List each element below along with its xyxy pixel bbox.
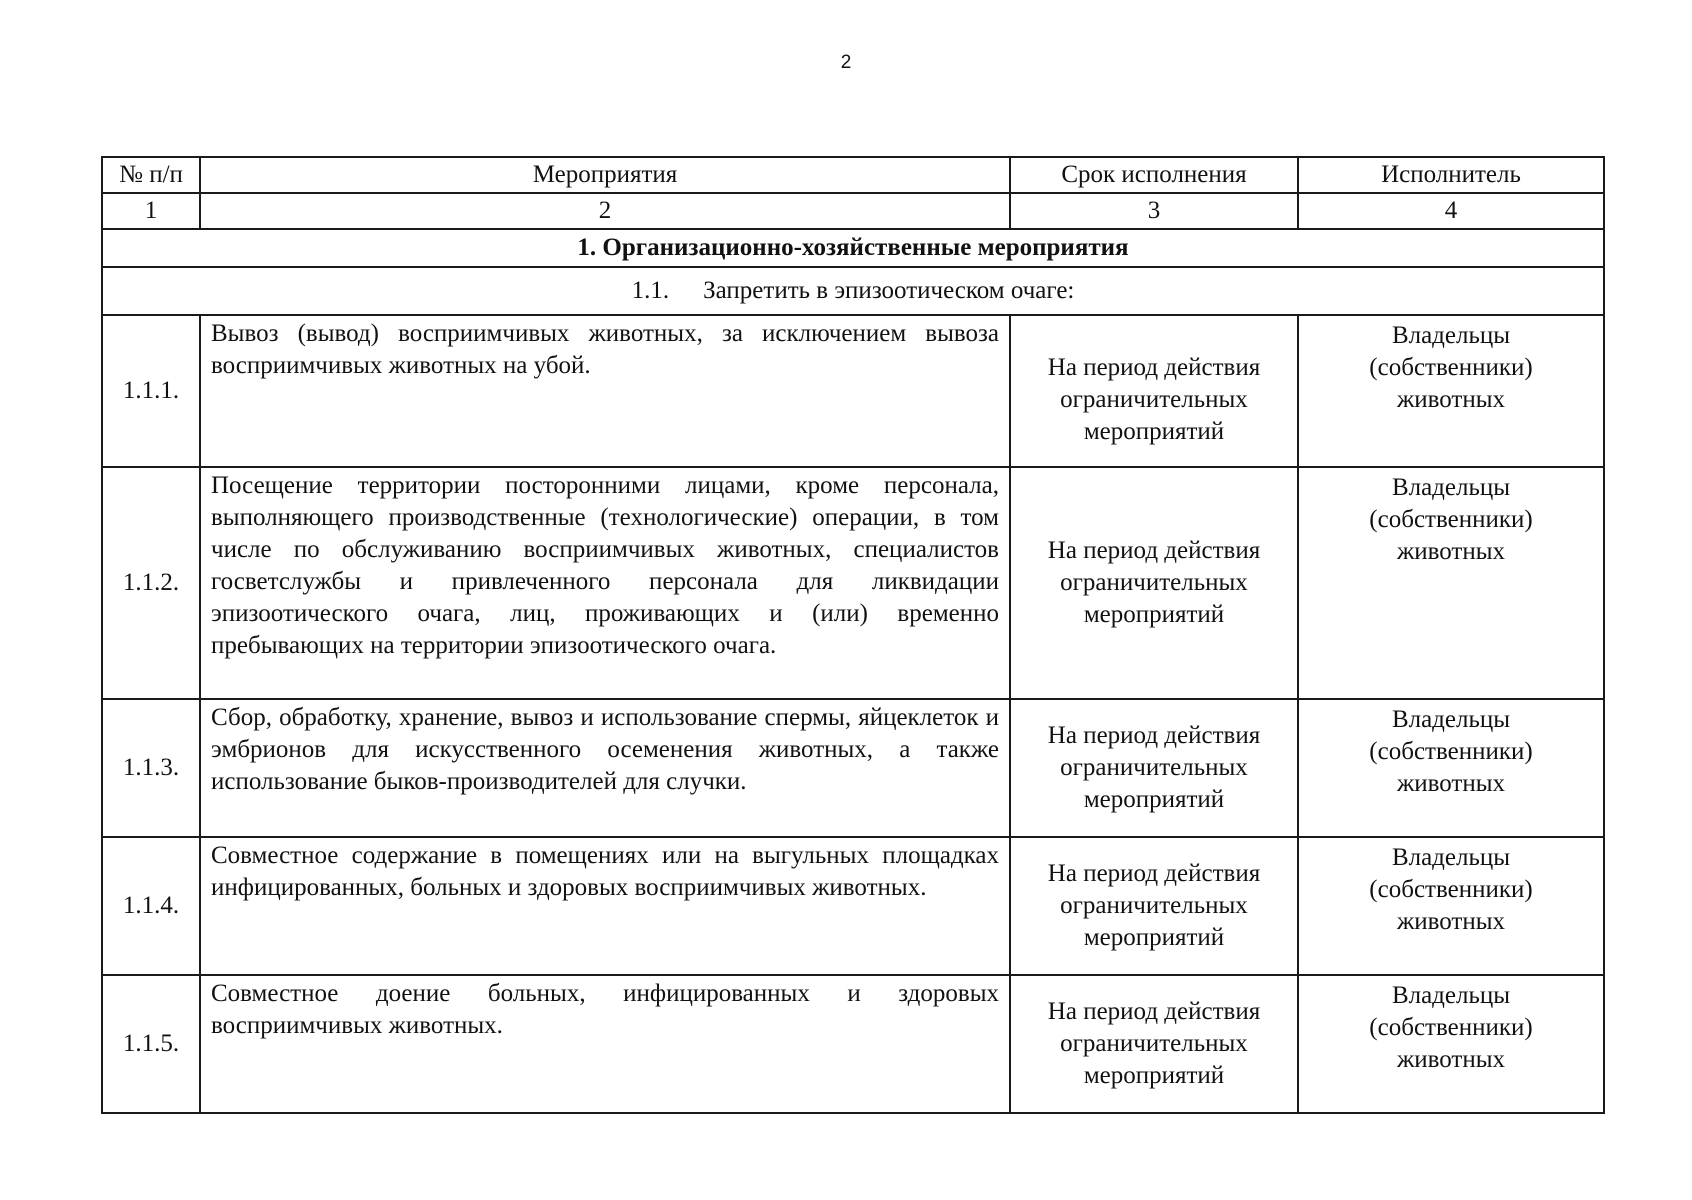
executor-line: (собственники) <box>1369 1014 1533 1041</box>
term-line: мероприятий <box>1083 418 1225 445</box>
header-number: № п/п <box>102 157 200 193</box>
term-line: На период действия <box>1047 537 1261 564</box>
executor-line: животных <box>1396 538 1506 565</box>
row-number: 1.1.3. <box>102 699 200 837</box>
page-number: 2 <box>840 52 852 73</box>
executor-line: животных <box>1396 1046 1506 1073</box>
term-line: На период действия <box>1047 722 1261 749</box>
executor-cell <box>1298 315 1604 467</box>
term-line: На период действия <box>1047 998 1261 1025</box>
executor-line: Владельцы <box>1391 706 1511 733</box>
term-line: мероприятий <box>1083 1062 1225 1089</box>
executor-line: животных <box>1396 908 1506 935</box>
term-line: На период действия <box>1047 860 1261 887</box>
term-line: мероприятий <box>1083 786 1225 813</box>
executor-cell <box>1298 975 1604 1113</box>
executor-line: (собственники) <box>1369 506 1533 533</box>
executor-line: Владельцы <box>1391 322 1511 349</box>
term-line: мероприятий <box>1083 924 1225 951</box>
column-number: 3 <box>1010 193 1298 229</box>
table-row <box>102 467 1604 699</box>
term-line: На период действия <box>1047 354 1261 381</box>
table-row <box>102 975 1604 1113</box>
header-measures: Мероприятия <box>200 157 1010 193</box>
measure-text: Совместное содержание в помещениях или на выгульных площадках инфицированных, больных и здоровых восприимчивых животных. <box>200 837 1010 975</box>
section-row <box>102 229 1604 267</box>
executor-cell <box>1298 467 1604 699</box>
executor-line: животных <box>1396 770 1506 797</box>
row-number: 1.1.5. <box>102 975 200 1113</box>
row-number: 1.1.1. <box>102 315 200 467</box>
table-header-row <box>102 157 1604 193</box>
table-row <box>102 837 1604 975</box>
section-title: 1. Организационно-хозяйственные мероприятия <box>102 229 1604 267</box>
term-line: ограничительных <box>1060 1030 1248 1057</box>
executor-line: Владельцы <box>1391 844 1511 871</box>
term-line: мероприятий <box>1083 601 1225 628</box>
column-numbers-row <box>102 193 1604 229</box>
row-number: 1.1.2. <box>102 467 200 699</box>
subsection-text: Запретить в эпизоотическом очаге: <box>703 277 1075 304</box>
row-number: 1.1.4. <box>102 837 200 975</box>
term-cell <box>1010 467 1298 699</box>
table-row <box>102 699 1604 837</box>
term-line: ограничительных <box>1060 892 1248 919</box>
column-number: 4 <box>1298 193 1604 229</box>
term-cell <box>1010 699 1298 837</box>
column-number: 2 <box>200 193 1010 229</box>
measure-text: Совместное доение больных, инфицированных и здоровых восприимчивых животных. <box>200 975 1010 1113</box>
measure-text: Вывоз (вывод) восприимчивых животных, за исключением вывоза восприимчивых животных на убой. <box>200 315 1010 467</box>
table-row <box>102 315 1604 467</box>
header-executor: Исполнитель <box>1298 157 1604 193</box>
column-number: 1 <box>102 193 200 229</box>
header-term: Срок исполнения <box>1010 157 1298 193</box>
term-cell <box>1010 315 1298 467</box>
executor-line: Владельцы <box>1391 982 1511 1009</box>
subsection-row <box>102 267 1604 315</box>
subsection-number: 1.1. <box>631 277 670 304</box>
subsection-cell <box>102 267 1604 315</box>
executor-cell <box>1298 837 1604 975</box>
measure-text: Сбор, обработку, хранение, вывоз и использование спермы, яйцеклеток и эмбрионов для искусственного осеменения животных, а также использование быков-производителей для случки. <box>200 699 1010 837</box>
executor-cell <box>1298 699 1604 837</box>
executor-line: Владельцы <box>1391 474 1511 501</box>
term-line: ограничительных <box>1060 569 1248 596</box>
term-line: ограничительных <box>1060 386 1248 413</box>
measure-text: Посещение территории посторонними лицами, кроме персонала, выполняющего производственные (технологические) операции, в том числе по обслуживанию восприимчивых животных, специалистов госветслужбы и привлеченного персонала для ликвидации эпизоотического очага, лиц, проживающих и (или) временно пребывающих на территории эпизоотического очага. <box>200 467 1010 699</box>
term-line: ограничительных <box>1060 754 1248 781</box>
term-cell <box>1010 975 1298 1113</box>
executor-line: (собственники) <box>1369 738 1533 765</box>
executor-line: (собственники) <box>1369 876 1533 903</box>
executor-line: (собственники) <box>1369 354 1533 381</box>
term-cell <box>1010 837 1298 975</box>
measures-table <box>101 156 1605 1114</box>
executor-line: животных <box>1396 386 1506 413</box>
